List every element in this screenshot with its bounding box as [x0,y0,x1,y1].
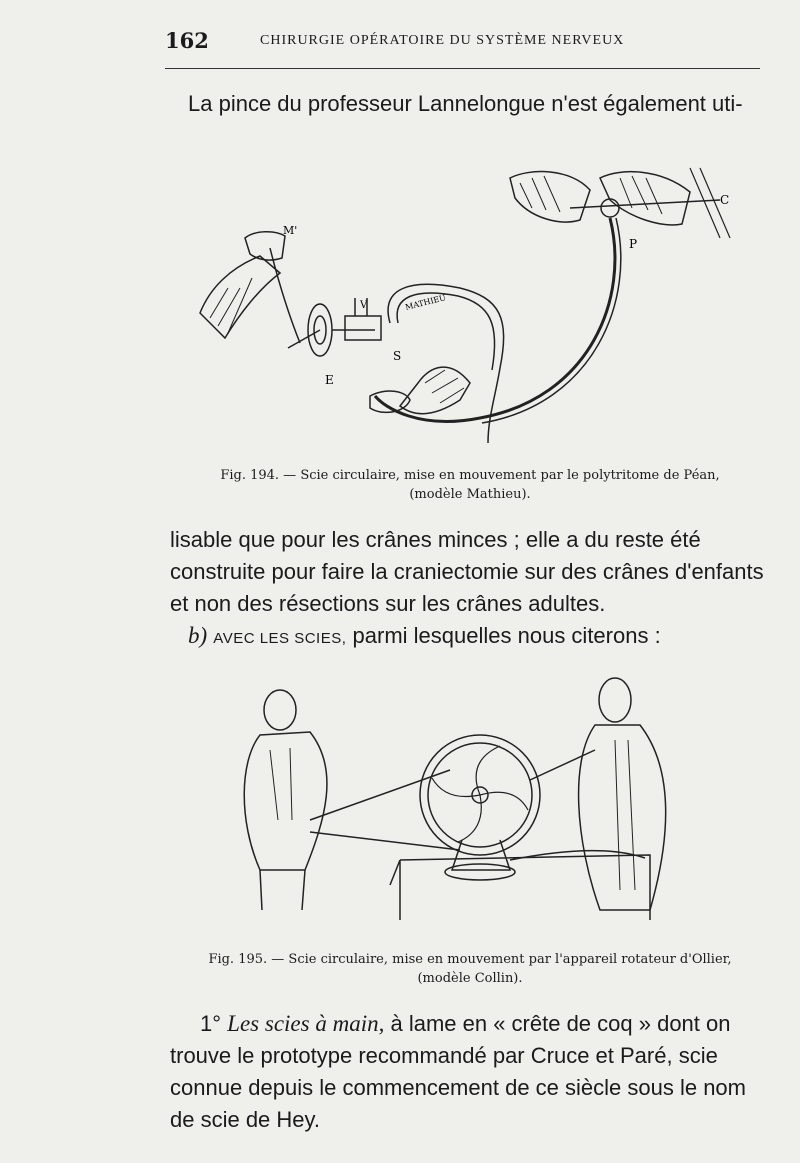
figure-194-label-m: M' [283,224,298,237]
figure-194-caption [170,466,770,504]
figure-195-caption [170,950,770,988]
paragraph-3-line-3: connue depuis le commencement de ce siècle sous le nom [170,1075,746,1100]
running-title: CHIRURGIE OPÉRATOIRE DU SYSTÈME NERVEUX [260,33,625,48]
paragraph-3-line-1-rest: à lame en « crête de coq » dont on [390,1011,731,1036]
figure-194-label-p: P [629,237,638,251]
figure-194-label-mathieu: MATHIEU [404,293,447,312]
figure-194-caption-line-2: (modèle Mathieu). [409,487,531,502]
page-header [165,28,765,54]
paragraph-2 [170,524,770,655]
paragraph-1: La pince du professeur Lannelongue n'est également uti- [188,91,743,116]
paragraph-3 [170,1008,770,1136]
paragraph-2-line-2: construite pour faire la craniectomie sur des crânes d'enfants [170,559,764,584]
paragraph-3-line-2: trouve le prototype recommandé par Cruce et Paré, scie [170,1043,718,1068]
figure-195-caption-line-2: (modèle Collin). [417,971,523,986]
list-number: 1° [200,1011,222,1036]
header-rule [165,68,760,69]
figure-194-label-c: C [720,193,730,207]
paragraph-3-line-1 [170,1008,770,1040]
page-number: 162 [165,28,209,53]
paragraph-2-line-3: et non des résections sur les crânes adultes. [170,591,606,616]
figure-194-label-e: E [325,373,334,387]
italic-term: Les scies à main, [227,1011,385,1036]
figure-195-illustration [230,670,710,940]
figure-194-caption-line-1: Fig. 194. — Scie circulaire, mise en mouvement par le polytritome de Péan, [220,468,720,483]
list-marker-b: b) [188,623,208,648]
paragraph-2-line-1: lisable que pour les crânes minces ; elle a du reste été [170,527,701,552]
paragraph-3-line-4: de scie de Hey. [170,1107,321,1132]
figure-195-caption-line-1: Fig. 195. — Scie circulaire, mise en mouvement par l'appareil rotateur d'Ollier, [208,952,732,967]
paragraph-2-line-4-rest: parmi lesquelles nous citerons : [352,623,661,648]
figure-194-label-s: S [393,349,402,363]
figure-194-label-v: V [360,300,368,311]
paragraph-2-line-4 [170,620,770,655]
small-caps-heading: AVEC LES SCIES, [213,630,347,647]
figure-194-illustration [170,138,770,458]
